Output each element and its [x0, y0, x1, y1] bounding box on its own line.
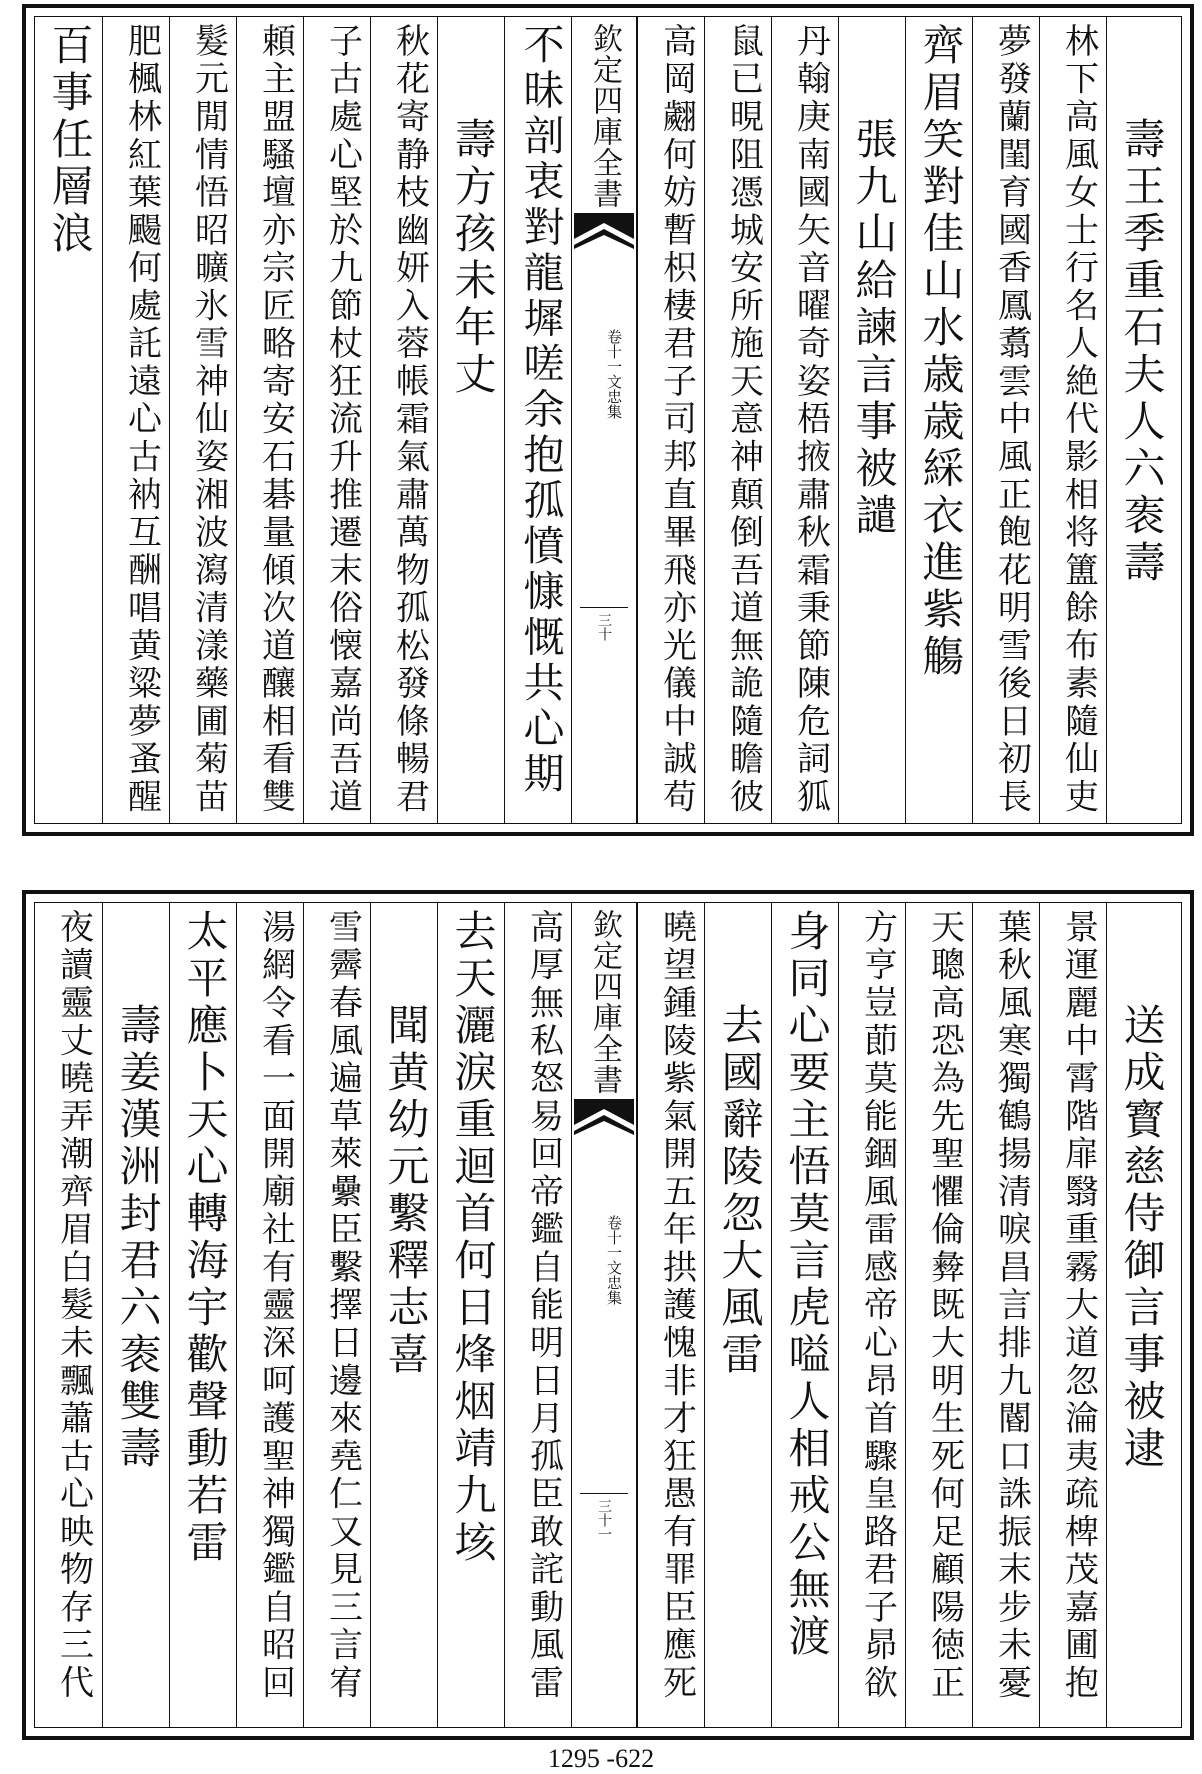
- upper-center-ribbon: [571, 17, 637, 823]
- upper-page: [22, 4, 1194, 836]
- lower-page: [22, 890, 1194, 1740]
- upper-text-column: [637, 17, 704, 823]
- poem-line: 齊眉笑對佳山水歳歳綵衣進紫觴: [916, 23, 966, 681]
- upper-text-column: [704, 17, 771, 823]
- poem-line: 葉秋風寒獨鶴揚清唳昌言排九閽口誅振末步未憂: [991, 909, 1032, 1703]
- lower-text-column: [303, 903, 370, 1727]
- ribbon-rule: [580, 1493, 628, 1494]
- lower-text-column: [838, 903, 905, 1727]
- ribbon-rule: [580, 607, 628, 608]
- upper-text-column: [905, 17, 972, 823]
- poem-line: 夢發蘭閨育國香鳳翥雲中風正飽花明雪後日初長: [991, 23, 1032, 817]
- upper-text-column: [1106, 17, 1173, 823]
- poem-title: 聞黄幼元繫釋志喜: [381, 1003, 431, 1379]
- lower-text-column: [1106, 903, 1173, 1727]
- lower-page-frame: [34, 902, 1182, 1728]
- poem-line: 景運麗中霄階扉翳重霧大道忽淪夷疏椑茂嘉圃抱: [1058, 909, 1099, 1703]
- lower-text-column: [169, 903, 236, 1727]
- volume-label: 文忠集 卷十一: [605, 1215, 623, 1305]
- upper-page-frame: [34, 16, 1182, 824]
- poem-line: 雪霽春風遍草萊纍臣繫擇日邊來堯仁又見三言宥: [322, 909, 363, 1703]
- upper-text-column: [972, 17, 1039, 823]
- folio-number: 三十一: [596, 1499, 612, 1541]
- upper-text-column: [35, 17, 102, 823]
- lower-center-ribbon: [571, 903, 637, 1727]
- poem-line: 鼠已晛阻憑城安所施天意神顛倒吾道無詭隨瞻彼: [723, 23, 764, 817]
- lower-text-column: [972, 903, 1039, 1727]
- poem-line: 天聰高恐為先聖懼倫彜既大明生死何足顧陽徳正: [924, 909, 965, 1703]
- lower-text-column: [905, 903, 972, 1727]
- poem-line: 林下高風女士行名人絶代影相将簠餘布素隨仙吏: [1058, 23, 1099, 817]
- poem-line: 曉望鍾陵紫氣開五年拱護愧非才狂愚有罪臣應死: [656, 909, 697, 1703]
- poem-line: 太平應卜天心轉海宇歡聲動若雷: [180, 909, 230, 1567]
- poem-title: 張九山給諫言事被譴: [849, 117, 899, 540]
- upper-text-column: [838, 17, 905, 823]
- lower-text-column: [437, 903, 504, 1727]
- poem-title: 送成寳慈侍御言事被逮: [1117, 1003, 1167, 1473]
- upper-text-column: [236, 17, 303, 823]
- page-number-footer: 1295 -622: [547, 1744, 655, 1773]
- upper-text-column: [504, 17, 571, 823]
- upper-text-column: [102, 17, 169, 823]
- poem-line: 丹翰庚南國矢音曜奇姿梧掖肅秋霜秉節陳危詞狐: [790, 23, 831, 817]
- lower-text-column: [102, 903, 169, 1727]
- upper-text-column: [437, 17, 504, 823]
- poem-line: 肥楓林紅葉颺何處託遠心古衲互酬唱黄粱夢蚤醒: [121, 23, 162, 817]
- fish-tail-mark-icon: [574, 1099, 634, 1143]
- poem-line: 湯網令看一面開廟社有靈深呵護聖神獨鑑自昭回: [255, 909, 296, 1703]
- poem-line: 頼主盟騷壇亦宗匠略寄安石碁量傾次道釀相看雙: [255, 23, 296, 817]
- poem-line: 不昧剖衷對龍墀嗟余抱孤憤慷慨共心期: [516, 23, 565, 798]
- poem-line: 夜讀靈丈曉弄潮齊眉白髮未飄蕭古心映物存三代: [53, 909, 94, 1703]
- poem-title: 壽方孩未年丈: [448, 117, 498, 399]
- poem-title: 壽王季重石夫人六袠壽: [1117, 117, 1167, 587]
- volume-label: 文忠集 卷十一: [605, 329, 623, 419]
- book-title: 欽定四庫全書: [587, 23, 622, 209]
- poem-line: 高岡翽何妨暫枳棲君子司邦直畢飛亦光儀中誠苟: [656, 23, 697, 817]
- poem-line: 身同心要主悟莫言虎嗌人相戒公無渡: [782, 909, 832, 1661]
- poem-title: 去國辭陵忽大風雷: [715, 1003, 765, 1379]
- lower-text-column: [1039, 903, 1106, 1727]
- poem-line: 方亨豈莭莫能錮風雷感帝心昂首驟皇路君子昴欲: [857, 909, 898, 1703]
- poem-line: 高厚無私怒易回帝鑑自能明日月孤臣敢詫動風雷: [523, 909, 564, 1703]
- poem-line: 去天灑淚重迴首何日烽烟靖九垓: [448, 909, 498, 1567]
- lower-text-column: [704, 903, 771, 1727]
- poem-title: 壽姜漢洲封君六袠雙壽: [113, 1003, 163, 1473]
- lower-text-column: [370, 903, 437, 1727]
- lower-text-column: [236, 903, 303, 1727]
- upper-text-column: [303, 17, 370, 823]
- upper-text-column: [771, 17, 838, 823]
- folio-number: 三十: [596, 613, 612, 641]
- upper-text-column: [370, 17, 437, 823]
- upper-text-column: [169, 17, 236, 823]
- poem-line: 百事任層浪: [45, 23, 95, 258]
- poem-line: 子古處心堅於九節杖狂流升推遷末俗懐嘉尚吾道: [322, 23, 363, 817]
- poem-line: 秋花寄静枝幽妍入蓉帳霜氣肅萬物孤松發條暢君: [389, 23, 430, 817]
- lower-text-column: [637, 903, 704, 1727]
- lower-text-column: [771, 903, 838, 1727]
- lower-text-column: [35, 903, 102, 1727]
- poem-line: 髮元閒情悟昭曠氷雪神仙姿湘波瀉清漾藥圃菊苗: [188, 23, 229, 817]
- book-title: 欽定四庫全書: [587, 909, 622, 1095]
- upper-text-column: [1039, 17, 1106, 823]
- lower-text-column: [504, 903, 571, 1727]
- fish-tail-mark-icon: [574, 213, 634, 257]
